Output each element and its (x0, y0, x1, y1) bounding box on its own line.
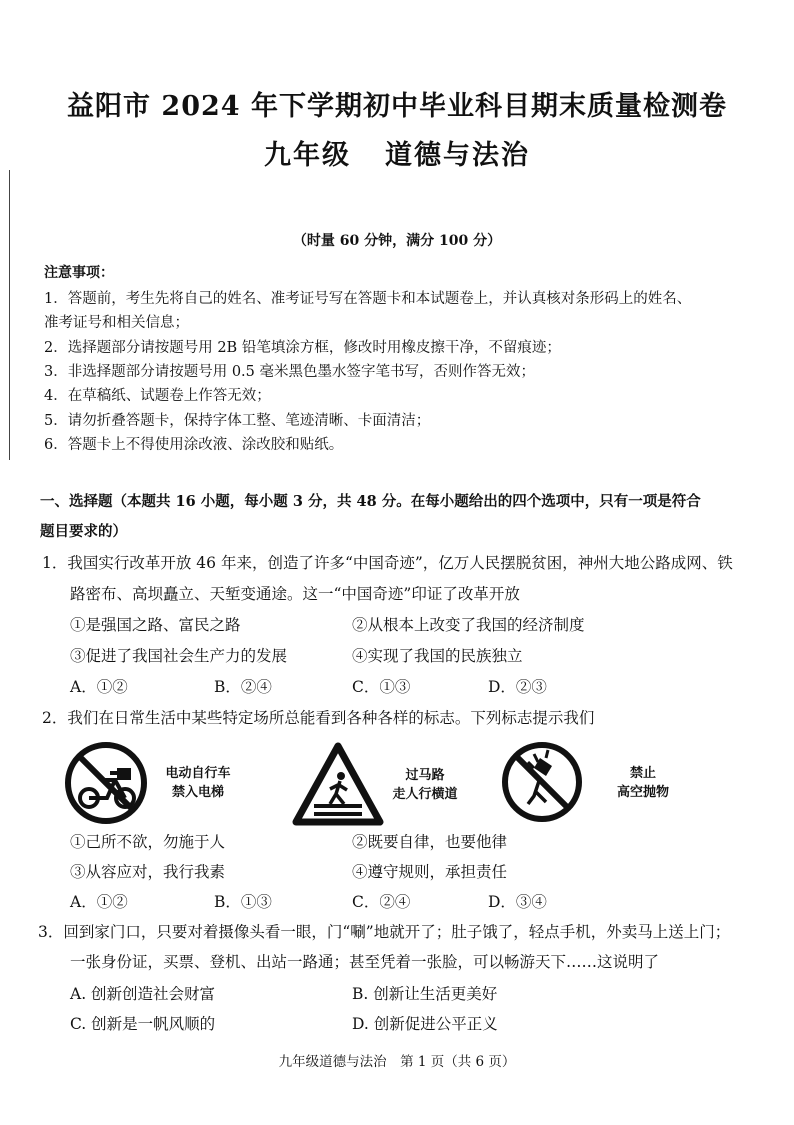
q2-item-1: ①己所不欲，勿施于人 (70, 833, 226, 851)
notice-line: 4．在草稿纸、试题卷上作答无效； (44, 388, 271, 404)
q2-choice-c: C．②④ (352, 893, 411, 911)
sign-caption-line: 走人行横道 (392, 787, 458, 802)
q1-choice-c: C．①③ (352, 678, 411, 696)
q2-item-2: ②既要自律，也要他律 (352, 833, 508, 851)
time-info: （时量 60 分钟，满分 100 分） (292, 233, 502, 249)
question-1-stem: 1．我国实行改革开放 46 年来，创造了许多“中国奇迹”，亿万人民摆脱贫困，神州大地公路成网、铁 (42, 554, 733, 572)
question-1-stem-cont: 路密布、高坝矗立、天堑变通途。这一“中国奇迹”印证了改革开放 (70, 585, 520, 603)
section-heading-cont: 题目要求的） (40, 523, 127, 540)
q1-item-3: ③促进了我国社会生产力的发展 (70, 647, 288, 665)
sign-no-ebike (63, 740, 263, 830)
no-throwing-icon (500, 740, 584, 824)
sign-caption-line: 禁止 (629, 766, 656, 781)
sign-caption-line: 过马路 (405, 768, 445, 783)
sign-caption-line: 禁入电梯 (171, 785, 224, 800)
q3-choice-c: C. 创新是一帆风顺的 (70, 1015, 216, 1033)
notice-line: 准考证号和相关信息； (44, 315, 189, 331)
q1-choice-a: A．①② (70, 678, 128, 696)
page-footer: 九年级道德与法治 第 1 页（共 6 页） (278, 1054, 516, 1070)
q1-item-4: ④实现了我国的民族独立 (352, 647, 523, 665)
sign-caption-line: 高空抛物 (616, 785, 669, 800)
exam-title: 益阳市 2024 年下学期初中毕业科目期末质量检测卷 (67, 91, 727, 122)
q2-choice-d: D．③④ (488, 893, 547, 911)
q1-item-2: ②从根本上改变了我国的经济制度 (352, 616, 585, 634)
no-ebike-icon (63, 740, 149, 826)
q3-choice-a: A. 创新创造社会财富 (70, 985, 216, 1003)
subject-label: 道德与法治 (385, 140, 530, 171)
sign-caption-line: 电动自行车 (165, 766, 231, 781)
q2-choice-b: B．①③ (214, 893, 272, 911)
notice-line: 2．选择题部分请按题号用 2B 铅笔填涂方框，修改时用橡皮擦干净，不留痕迹； (44, 340, 561, 356)
notice-line: 5．请勿折叠答题卡，保持字体工整、笔迹清晰、卡面清洁； (44, 413, 431, 429)
sign-row (0, 740, 794, 840)
sign-no-throwing (500, 740, 700, 830)
question-3-stem: 3．回到家门口，只要对着摄像头看一眼，门“唰”地就开了；肚子饿了，轻点手机，外卖马上送上门； (38, 923, 731, 941)
grade-label: 九年级 (264, 140, 351, 171)
q2-choice-a: A．①② (70, 893, 128, 911)
question-2-stem: 2．我们在日常生活中某些特定场所总能看到各种各样的标志。下列标志提示我们 (42, 709, 595, 727)
crosswalk-icon (292, 742, 384, 826)
sign-caption (153, 764, 243, 802)
q1-choice-d: D．②③ (488, 678, 547, 696)
question-3-stem-cont: 一张身份证，买票、登机、出站一路通；甚至凭着一张脸，可以畅游天下……这说明了 (70, 953, 660, 971)
notice-line: 1．答题前，考生先将自己的姓名、准考证号写在答题卡和本试题卷上，并认真核对条形码上的姓名、 (44, 291, 692, 307)
sign-caption (598, 764, 688, 802)
binding-line (9, 170, 10, 460)
section-heading: 一、选择题（本题共 16 小题，每小题 3 分，共 48 分。在每小题给出的四个选项中，只有一项是符合 (40, 493, 701, 510)
q2-item-4: ④遵守规则，承担责任 (352, 863, 508, 881)
sign-crosswalk (292, 742, 492, 832)
notice-line: 3．非选择题部分请按题号用 0.5 毫米黑色墨水签字笔书写，否则作答无效； (44, 364, 536, 380)
grade-subject (0, 133, 794, 172)
notice-heading: 注意事项： (44, 265, 114, 281)
sign-caption (380, 766, 470, 804)
q3-choice-b: B. 创新让生活更美好 (352, 985, 498, 1003)
q1-choice-b: B．②④ (214, 678, 272, 696)
q1-item-1: ①是强国之路、富民之路 (70, 616, 241, 634)
notice-line: 6．答题卡上不得使用涂改液、涂改胶和贴纸。 (44, 437, 344, 453)
q3-choice-d: D. 创新促进公平正义 (352, 1015, 498, 1033)
q2-item-3: ③从容应对，我行我素 (70, 863, 226, 881)
